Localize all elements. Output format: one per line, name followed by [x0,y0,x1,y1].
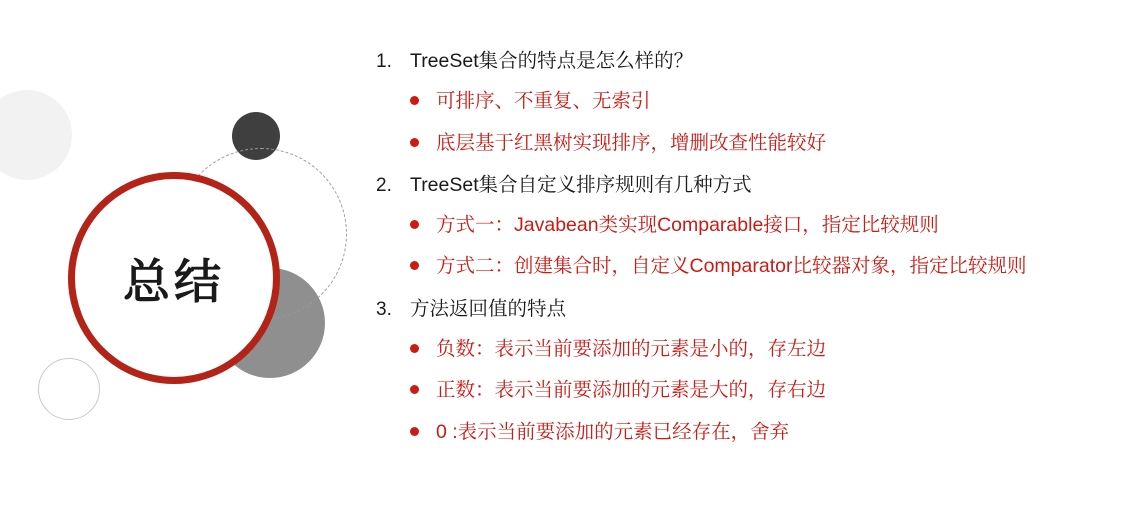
bullet-dot-icon [410,258,436,273]
bullet-dot-icon [410,135,436,150]
sub-list-text: 负数：表示当前要添加的元素是小的，存左边 [436,338,827,361]
sub-list [376,205,1120,288]
list-number: 1. [376,51,392,72]
sub-list-text: 方式二：创建集合时，自定义Comparator比较器对象，指定比较规则 [436,255,1027,278]
slide-title: 总结 [123,254,225,308]
bullet-dot-icon [410,341,436,356]
sub-list-item [410,123,1120,164]
sub-list-item [410,329,1120,370]
bullet-dot-icon [410,217,436,232]
bullet-dot-icon [410,93,436,108]
list-item [376,42,1120,164]
sub-list-item [410,81,1120,122]
decorative-graphic [0,0,360,506]
sub-list-text: 正数：表示当前要添加的元素是大的，存右边 [436,379,827,402]
sub-list-text: 0 :表示当前要添加的元素已经存在，舍弃 [436,420,790,443]
list-number: 2. [376,174,392,196]
bullet-dot-icon [410,382,436,397]
sub-list-text: 可排序、不重复、无索引 [436,90,651,113]
list-text: 方法返回值的特点 [410,297,567,320]
list-item [376,166,1120,288]
light-circle-decoration [0,90,72,180]
numbered-row [376,42,1120,81]
sub-list-item [410,205,1120,246]
list-text: TreeSet集合自定义排序规则有几种方式 [410,173,752,196]
sub-list-item [410,246,1120,287]
sub-list-item [410,412,1120,453]
sub-list-text: 底层基于红黑树实现排序，增删改查性能较好 [436,131,827,154]
sub-list-item [410,370,1120,411]
summary-list [376,42,1120,455]
list-number: 3. [376,298,392,320]
numbered-row [376,166,1120,205]
list-item [376,290,1120,453]
sub-list-text: 方式一：Javabean类实现Comparable接口，指定比较规则 [436,214,939,237]
sub-list [376,81,1120,164]
list-text: TreeSet集合的特点是怎么样的？ [410,50,694,72]
numbered-row [376,290,1120,329]
sub-list [376,329,1120,453]
bullet-dot-icon [410,424,436,439]
